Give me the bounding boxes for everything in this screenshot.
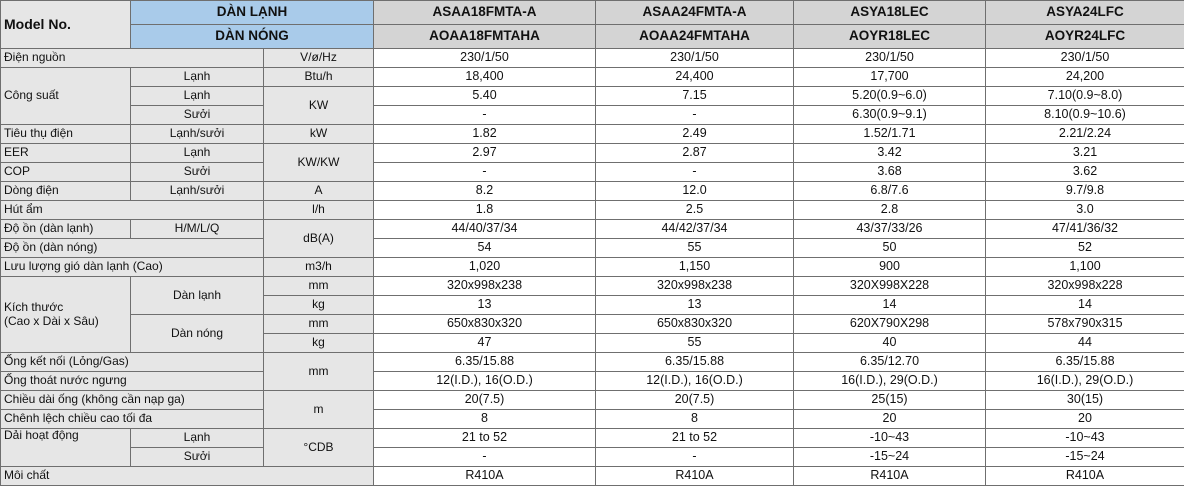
value-cell: 8.2: [374, 182, 596, 201]
value-cell: R410A: [794, 467, 986, 486]
row-label: Hút ẩm: [1, 201, 264, 220]
value-cell: 1,100: [986, 258, 1184, 277]
value-cell: 16(I.D.), 29(O.D.): [794, 372, 986, 391]
value-cell: 17,700: [794, 68, 986, 87]
value-cell: 16(I.D.), 29(O.D.): [986, 372, 1184, 391]
table-row: [1, 315, 1184, 334]
unit-cell: mm: [264, 277, 374, 296]
sub-label: Dàn lạnh: [131, 277, 264, 315]
row-label: COP: [1, 163, 131, 182]
value-cell: -: [596, 448, 794, 467]
model-outdoor-3: AOYR18LEC: [794, 25, 986, 49]
sub-label: Lạnh/sưởi: [131, 125, 264, 144]
dimensions-label-line-1: Kích thước: [4, 300, 64, 315]
value-cell: 52: [986, 239, 1184, 258]
value-cell: 2.97: [374, 144, 596, 163]
sub-label: Sưởi: [131, 448, 264, 467]
row-label: Dòng điện: [1, 182, 131, 201]
value-cell: 44/42/37/34: [596, 220, 794, 239]
sub-label: Sưởi: [131, 163, 264, 182]
value-cell: 47: [374, 334, 596, 353]
value-cell: 320x998x228: [986, 277, 1184, 296]
outdoor-unit-label: DÀN NÓNG: [131, 25, 374, 49]
sub-label: Sưởi: [131, 106, 264, 125]
value-cell: 24,400: [596, 68, 794, 87]
value-cell: 320X998X228: [794, 277, 986, 296]
value-cell: 230/1/50: [374, 49, 596, 68]
sub-label: Dàn nóng: [131, 315, 264, 353]
table-row: [1, 144, 1184, 163]
value-cell: 3.42: [794, 144, 986, 163]
value-cell: 9.7/9.8: [986, 182, 1184, 201]
unit-cell: V/ø/Hz: [264, 49, 374, 68]
value-cell: R410A: [986, 467, 1184, 486]
sub-label: Lạnh: [131, 87, 264, 106]
model-indoor-2: ASAA24FMTA-A: [596, 1, 794, 25]
value-cell: 578x790x315: [986, 315, 1184, 334]
value-cell: 7.15: [596, 87, 794, 106]
unit-cell: Btu/h: [264, 68, 374, 87]
value-cell: 2.87: [596, 144, 794, 163]
value-cell: 55: [596, 239, 794, 258]
value-cell: 50: [794, 239, 986, 258]
model-indoor-4: ASYA24LFC: [986, 1, 1184, 25]
value-cell: 3.68: [794, 163, 986, 182]
table-row: [1, 391, 1184, 410]
table-row: [1, 239, 1184, 258]
model-indoor-3: ASYA18LEC: [794, 1, 986, 25]
value-cell: 6.30(0.9~9.1): [794, 106, 986, 125]
value-cell: 230/1/50: [794, 49, 986, 68]
value-cell: -15~24: [794, 448, 986, 467]
value-cell: 2.21/2.24: [986, 125, 1184, 144]
value-cell: 20: [794, 410, 986, 429]
model-indoor-1: ASAA18FMTA-A: [374, 1, 596, 25]
row-label: Điện nguồn: [1, 49, 264, 68]
table-row: [1, 429, 1184, 448]
value-cell: -: [374, 163, 596, 182]
value-cell: 6.8/7.6: [794, 182, 986, 201]
model-outdoor-1: AOAA18FMTAHA: [374, 25, 596, 49]
table-row: [1, 68, 1184, 87]
row-label: Độ ồn (dàn lạnh): [1, 220, 131, 239]
value-cell: 21 to 52: [596, 429, 794, 448]
value-cell: 230/1/50: [986, 49, 1184, 68]
unit-cell: °CDB: [264, 429, 374, 467]
row-label: Môi chất: [1, 467, 374, 486]
value-cell: 6.35/12.70: [794, 353, 986, 372]
value-cell: -: [596, 163, 794, 182]
value-cell: 6.35/15.88: [986, 353, 1184, 372]
value-cell: 20(7.5): [374, 391, 596, 410]
value-cell: -10~43: [794, 429, 986, 448]
value-cell: -10~43: [986, 429, 1184, 448]
table-row: [1, 220, 1184, 239]
indoor-unit-label: DÀN LẠNH: [131, 1, 374, 25]
value-cell: 21 to 52: [374, 429, 596, 448]
row-label: [1, 277, 131, 353]
value-cell: -15~24: [986, 448, 1184, 467]
header-row-outdoor: [1, 25, 1184, 49]
row-label: Công suất: [1, 68, 131, 125]
value-cell: 8: [374, 410, 596, 429]
value-cell: 54: [374, 239, 596, 258]
row-label: Lưu lượng gió dàn lạnh (Cao): [1, 258, 264, 277]
value-cell: 55: [596, 334, 794, 353]
value-cell: 1,020: [374, 258, 596, 277]
header-row-indoor: [1, 1, 1184, 25]
unit-cell: mm: [264, 315, 374, 334]
table-row: [1, 125, 1184, 144]
unit-cell: KW/KW: [264, 144, 374, 182]
row-label: Ống kết nối (Lỏng/Gas): [1, 353, 264, 372]
value-cell: 2.49: [596, 125, 794, 144]
value-cell: 650x830x320: [596, 315, 794, 334]
value-cell: 6.35/15.88: [596, 353, 794, 372]
value-cell: 14: [986, 296, 1184, 315]
table-row: [1, 410, 1184, 429]
model-outdoor-4: AOYR24LFC: [986, 25, 1184, 49]
value-cell: 3.62: [986, 163, 1184, 182]
value-cell: 1.82: [374, 125, 596, 144]
value-cell: 25(15): [794, 391, 986, 410]
unit-cell: A: [264, 182, 374, 201]
value-cell: 44: [986, 334, 1184, 353]
value-cell: R410A: [596, 467, 794, 486]
value-cell: 12(I.D.), 16(O.D.): [596, 372, 794, 391]
value-cell: R410A: [374, 467, 596, 486]
value-cell: 620X790X298: [794, 315, 986, 334]
value-cell: 20: [986, 410, 1184, 429]
unit-cell: m: [264, 391, 374, 429]
value-cell: 650x830x320: [374, 315, 596, 334]
value-cell: 18,400: [374, 68, 596, 87]
value-cell: 24,200: [986, 68, 1184, 87]
value-cell: 14: [794, 296, 986, 315]
value-cell: 3.21: [986, 144, 1184, 163]
table-row: [1, 106, 1184, 125]
value-cell: 12.0: [596, 182, 794, 201]
row-label: Chênh lệch chiều cao tối đa: [1, 410, 264, 429]
value-cell: 1,150: [596, 258, 794, 277]
table-row: [1, 353, 1184, 372]
sub-label: Lạnh/sưởi: [131, 182, 264, 201]
value-cell: 30(15): [986, 391, 1184, 410]
value-cell: 12(I.D.), 16(O.D.): [374, 372, 596, 391]
value-cell: 20(7.5): [596, 391, 794, 410]
value-cell: 5.20(0.9~6.0): [794, 87, 986, 106]
table-row: [1, 182, 1184, 201]
table-row: [1, 87, 1184, 106]
unit-cell: m3/h: [264, 258, 374, 277]
sub-label: Lạnh: [131, 68, 264, 87]
table-row: [1, 372, 1184, 391]
sub-label: Lạnh: [131, 429, 264, 448]
value-cell: 2.5: [596, 201, 794, 220]
row-label: Độ ồn (dàn nóng): [1, 239, 264, 258]
row-label: Tiêu thụ điện: [1, 125, 131, 144]
value-cell: 6.35/15.88: [374, 353, 596, 372]
value-cell: 230/1/50: [596, 49, 794, 68]
row-label: Dải hoạt động: [1, 429, 131, 467]
model-outdoor-2: AOAA24FMTAHA: [596, 25, 794, 49]
value-cell: 7.10(0.9~8.0): [986, 87, 1184, 106]
row-label: Chiều dài ống (không cần nạp ga): [1, 391, 264, 410]
value-cell: 8.10(0.9~10.6): [986, 106, 1184, 125]
dimensions-label-line-2: (Cao x Dài x Sâu): [4, 313, 99, 328]
value-cell: -: [596, 106, 794, 125]
value-cell: 47/41/36/32: [986, 220, 1184, 239]
sub-label: Lạnh: [131, 144, 264, 163]
unit-cell: kg: [264, 296, 374, 315]
table-row: [1, 258, 1184, 277]
value-cell: 1.52/1.71: [794, 125, 986, 144]
value-cell: 5.40: [374, 87, 596, 106]
table-row: [1, 49, 1184, 68]
unit-cell: mm: [264, 353, 374, 391]
value-cell: 43/37/33/26: [794, 220, 986, 239]
table-row: [1, 163, 1184, 182]
value-cell: 40: [794, 334, 986, 353]
value-cell: -: [374, 106, 596, 125]
value-cell: 1.8: [374, 201, 596, 220]
model-no-label: Model No.: [1, 1, 131, 49]
row-label: EER: [1, 144, 131, 163]
table-row: [1, 277, 1184, 296]
unit-cell: kW: [264, 125, 374, 144]
sub-label: H/M/L/Q: [131, 220, 264, 239]
row-label: Ống thoát nước ngưng: [1, 372, 264, 391]
value-cell: 13: [596, 296, 794, 315]
value-cell: 3.0: [986, 201, 1184, 220]
unit-cell: dB(A): [264, 220, 374, 258]
unit-cell: l/h: [264, 201, 374, 220]
table-row: [1, 467, 1184, 486]
table-row: [1, 201, 1184, 220]
value-cell: 900: [794, 258, 986, 277]
value-cell: 320x998x238: [374, 277, 596, 296]
value-cell: 44/40/37/34: [374, 220, 596, 239]
value-cell: 8: [596, 410, 794, 429]
value-cell: 320x998x238: [596, 277, 794, 296]
value-cell: 2.8: [794, 201, 986, 220]
value-cell: -: [374, 448, 596, 467]
table-row: [1, 448, 1184, 467]
unit-cell: KW: [264, 87, 374, 125]
unit-cell: kg: [264, 334, 374, 353]
value-cell: 13: [374, 296, 596, 315]
